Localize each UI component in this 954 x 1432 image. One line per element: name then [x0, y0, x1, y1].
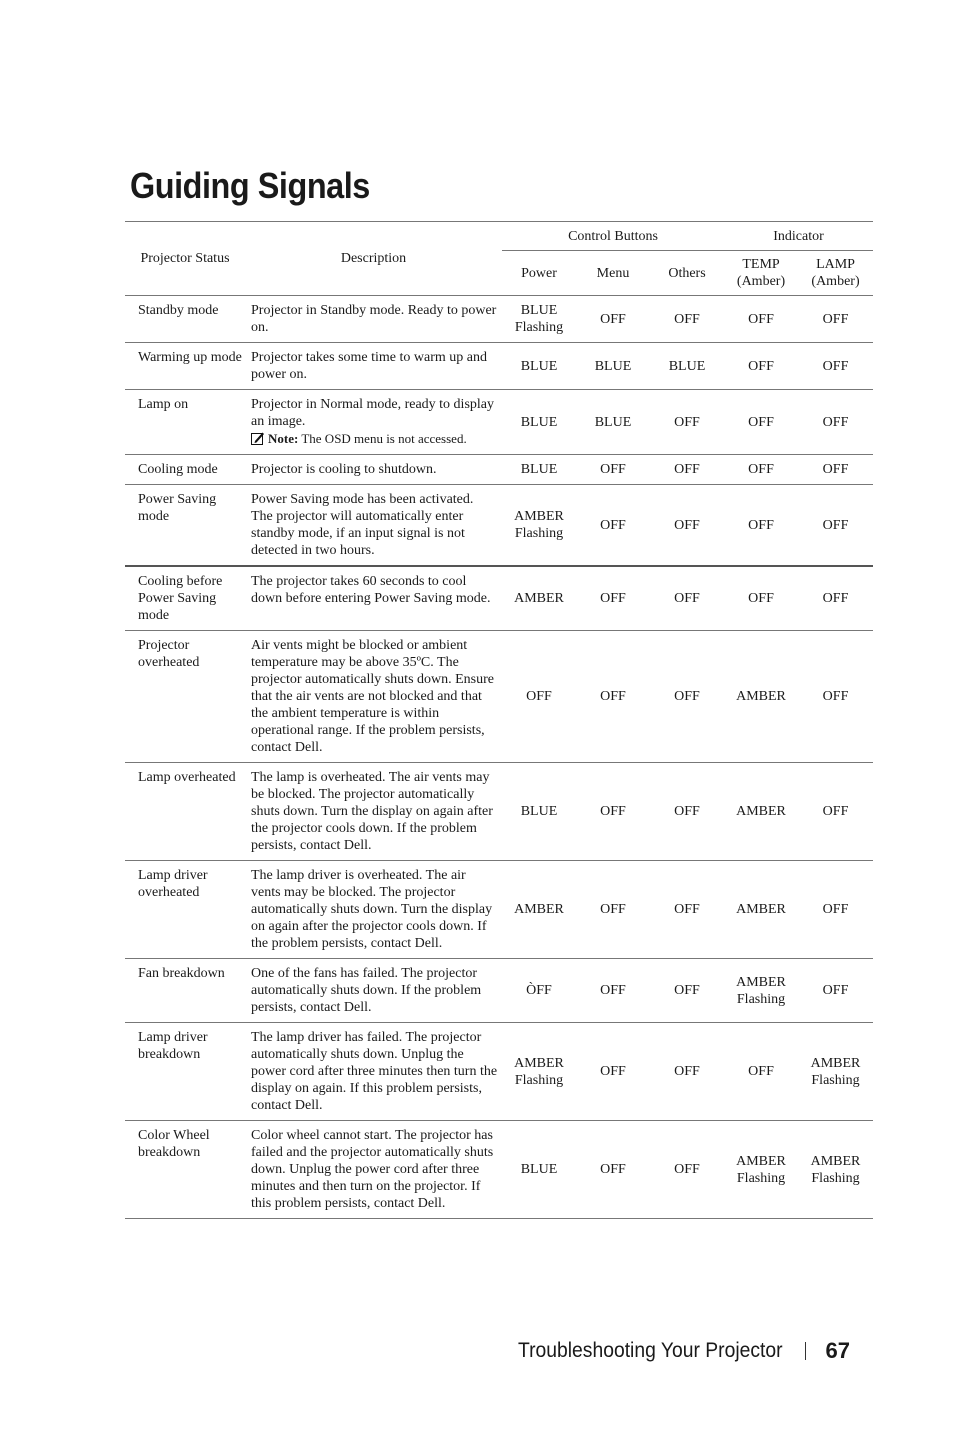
row-power: AMBER Flashing: [502, 1023, 576, 1121]
header-control-buttons: Control Buttons: [502, 222, 724, 251]
row-status: Projector overheated: [125, 631, 245, 763]
row-description: The lamp driver has failed. The projector automatically shuts down. Unplug the power cord after three minutes then turn the display on again. If this problem persists, contact Dell.: [245, 1023, 502, 1121]
row-temp: OFF: [724, 390, 798, 455]
header-menu: Menu: [596, 265, 630, 281]
row-menu: BLUE: [576, 390, 650, 455]
pencil-note-icon: [251, 431, 265, 445]
row-description: Projector in Normal mode, ready to display an image.: [251, 397, 494, 429]
row-status: Warming up mode: [125, 343, 245, 390]
table-row: [125, 455, 873, 485]
row-others: OFF: [650, 861, 724, 959]
row-lamp: OFF: [798, 343, 873, 390]
row-power: BLUE: [502, 455, 576, 485]
row-menu: OFF: [576, 566, 650, 631]
guiding-signals-table: [125, 221, 873, 1219]
row-lamp: OFF: [798, 566, 873, 631]
row-others: OFF: [650, 296, 724, 343]
row-lamp: OFF: [798, 296, 873, 343]
table-row: [125, 959, 873, 1023]
table-row: [125, 631, 873, 763]
row-power: BLUE: [502, 343, 576, 390]
note-text: The OSD menu is not accessed.: [301, 431, 467, 446]
row-power: OFF: [502, 631, 576, 763]
header-others: Others: [668, 265, 706, 281]
row-menu: OFF: [576, 455, 650, 485]
table-row: [125, 343, 873, 390]
row-temp: AMBER Flashing: [724, 959, 798, 1023]
row-others: OFF: [650, 959, 724, 1023]
row-lamp: OFF: [798, 631, 873, 763]
row-temp: OFF: [724, 343, 798, 390]
row-status: Fan breakdown: [125, 959, 245, 1023]
row-others: OFF: [650, 1121, 724, 1219]
row-description: Projector is cooling to shutdown.: [245, 455, 502, 485]
row-description: The lamp is overheated. The air vents may be blocked. The projector automatically shuts down. Turn the display on again after the projector cools down. If the problem persists, contact Dell.: [245, 763, 502, 861]
header-description: Description: [245, 222, 502, 296]
row-temp: OFF: [724, 1023, 798, 1121]
header-temp: TEMP (Amber): [736, 257, 786, 289]
row-power: BLUE: [502, 390, 576, 455]
page-number: 67: [825, 1338, 850, 1363]
row-lamp: OFF: [798, 390, 873, 455]
footer-divider: [805, 1342, 806, 1360]
row-temp: AMBER Flashing: [724, 1121, 798, 1219]
row-status: Color Wheel breakdown: [125, 1121, 245, 1219]
row-description-cell: [245, 390, 502, 455]
table-row: [125, 1121, 873, 1219]
row-power: BLUE Flashing: [502, 296, 576, 343]
row-temp: OFF: [724, 485, 798, 567]
row-lamp: AMBER Flashing: [798, 1121, 873, 1219]
row-others: OFF: [650, 390, 724, 455]
row-description: One of the fans has failed. The projector automatically shuts down. If the problem persists, contact Dell.: [245, 959, 502, 1023]
table-row: [125, 763, 873, 861]
row-lamp: OFF: [798, 959, 873, 1023]
row-menu: OFF: [576, 763, 650, 861]
note: [251, 431, 467, 446]
table-row: [125, 296, 873, 343]
row-menu: OFF: [576, 485, 650, 567]
row-menu: OFF: [576, 959, 650, 1023]
row-power: BLUE: [502, 1121, 576, 1219]
row-power: ÒFF: [502, 959, 576, 1023]
row-power: BLUE: [502, 763, 576, 861]
header-indicator: Indicator: [724, 222, 873, 251]
header-power: Power: [521, 265, 557, 281]
row-temp: AMBER: [724, 763, 798, 861]
row-status: Lamp overheated: [125, 763, 245, 861]
row-description: Color wheel cannot start. The projector has failed and the projector automatically shuts down. Unplug the power cord after three minutes and then turn on the projector. If this problem persists, contact Dell.: [245, 1121, 502, 1219]
row-description: Power Saving mode has been activated. The projector will automatically enter standby mode, if an input signal is not detected in two hours.: [245, 485, 502, 567]
row-temp: OFF: [724, 566, 798, 631]
row-lamp: OFF: [798, 763, 873, 861]
row-status: Cooling mode: [125, 455, 245, 485]
row-menu: OFF: [576, 296, 650, 343]
row-menu: BLUE: [576, 343, 650, 390]
row-menu: OFF: [576, 631, 650, 763]
table-row: [125, 485, 873, 567]
table-row: [125, 1023, 873, 1121]
table-row: [125, 390, 873, 455]
row-others: OFF: [650, 631, 724, 763]
row-others: OFF: [650, 485, 724, 567]
row-description: Projector in Standby mode. Ready to power on.: [245, 296, 502, 343]
row-status: Standby mode: [125, 296, 245, 343]
header-projector-status: Projector Status: [125, 222, 245, 296]
header-lamp: LAMP (Amber): [811, 257, 860, 289]
table-row: [125, 566, 873, 631]
row-lamp: OFF: [798, 861, 873, 959]
row-description: Projector takes some time to warm up and power on.: [245, 343, 502, 390]
page-title: Guiding Signals: [130, 165, 370, 206]
row-description: The projector takes 60 seconds to cool down before entering Power Saving mode.: [245, 566, 502, 631]
row-status: Power Saving mode: [125, 485, 245, 567]
row-temp: AMBER: [724, 861, 798, 959]
row-others: OFF: [650, 566, 724, 631]
row-status: Lamp driver breakdown: [125, 1023, 245, 1121]
row-lamp: OFF: [798, 455, 873, 485]
row-status: Lamp on: [125, 390, 245, 455]
row-lamp: AMBER Flashing: [798, 1023, 873, 1121]
row-status: Cooling before Power Saving mode: [125, 566, 245, 631]
page-footer: [430, 1336, 850, 1366]
table-row: [125, 861, 873, 959]
row-others: OFF: [650, 455, 724, 485]
row-power: AMBER Flashing: [502, 485, 576, 567]
row-status: Lamp driver overheated: [125, 861, 245, 959]
row-power: AMBER: [502, 861, 576, 959]
row-others: OFF: [650, 1023, 724, 1121]
row-description: The lamp driver is overheated. The air vents may be blocked. The projector automatically shuts down. Turn the display on again after the projector cools down. If the problem persists, contact Dell.: [245, 861, 502, 959]
row-power: AMBER: [502, 566, 576, 631]
row-temp: AMBER: [724, 631, 798, 763]
row-menu: OFF: [576, 861, 650, 959]
row-others: OFF: [650, 763, 724, 861]
row-menu: OFF: [576, 1121, 650, 1219]
row-others: BLUE: [650, 343, 724, 390]
note-label: Note:: [268, 431, 299, 446]
row-temp: OFF: [724, 296, 798, 343]
footer-section-title: Troubleshooting Your Projector: [517, 1339, 783, 1362]
row-temp: OFF: [724, 455, 798, 485]
row-description: Air vents might be blocked or ambient temperature may be above 35ºC. The projector automatically shuts down. Ensure that the air vents are not blocked and that the ambient temperature is within operational range. If the problem persists, contact Dell.: [245, 631, 502, 763]
row-menu: OFF: [576, 1023, 650, 1121]
row-lamp: OFF: [798, 485, 873, 567]
